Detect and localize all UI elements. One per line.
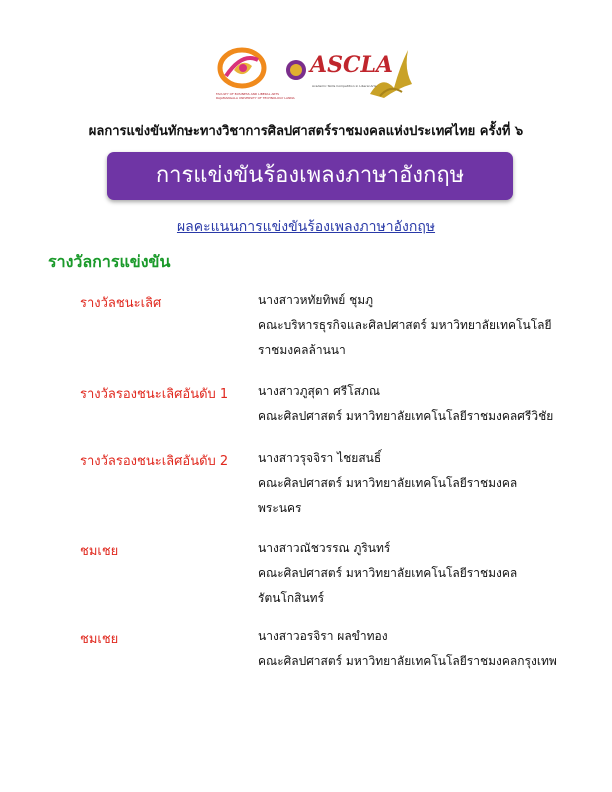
award-details	[258, 292, 552, 367]
winner-faculty-cont: พระนคร	[258, 501, 302, 515]
winner-name: นางสาวรุจจิรา ไชยสนธิ์	[258, 451, 382, 465]
award-details	[258, 450, 517, 525]
winner-faculty: คณะศิลปศาสตร์ มหาวิทยาลัยเทคโนโลยีราชมงคลกรุงเทพ	[258, 654, 557, 668]
faculty-logo	[212, 46, 295, 102]
award-name: รางวัลรองชนะเลิศอันดับ 1	[80, 387, 229, 402]
award-name: ชมเชย	[80, 632, 119, 647]
winner-faculty-cont: รัตนโกสินทร์	[258, 591, 325, 605]
page-heading: ผลการแข่งขันทักษะทางวิชาการศิลปศาสตร์ราชมงคลแห่งประเทศไทย ครั้งที่ ๖	[88, 124, 524, 139]
winner-faculty: คณะศิลปศาสตร์ มหาวิทยาลัยเทคโนโลยีราชมงคลศรีวิชัย	[258, 409, 554, 423]
competition-banner: การแข่งขันร้องเพลงภาษาอังกฤษ	[107, 152, 513, 200]
section-title: รางวัลการแข่งขัน	[48, 252, 171, 271]
winner-faculty: คณะศิลปศาสตร์ มหาวิทยาลัยเทคโนโลยีราชมงคล	[258, 566, 518, 580]
faculty-logo-caption: FACULTY OF BUSINESS AND LIBERAL ARTS	[216, 92, 279, 96]
winner-name: นางสาวอรจิรา ผลขำทอง	[258, 629, 388, 643]
ascla-caption: Academic Skills Competition in Liberal Arts	[312, 84, 377, 88]
faculty-logo-caption-2: RAJAMANGALA UNIVERSITY OF TECHNOLOGY LANNA	[216, 96, 295, 100]
award-details	[258, 628, 557, 678]
award-name: ชมเชย	[80, 544, 119, 559]
winner-name: นางสาวณัชวรรณ ภูรินทร์	[258, 541, 391, 555]
winner-faculty-cont: ราชมงคลล้านนา	[258, 343, 346, 357]
award-details	[258, 540, 517, 615]
winner-faculty: คณะศิลปศาสตร์ มหาวิทยาลัยเทคโนโลยีราชมงคล	[258, 476, 518, 490]
award-name: รางวัลรองชนะเลิศอันดับ 2	[80, 454, 229, 469]
winner-name: นางสาวภูสุดา ศรีโสภณ	[258, 384, 381, 398]
award-details	[258, 383, 553, 433]
winner-faculty: คณะบริหารธุรกิจและศิลปศาสตร์ มหาวิทยาลัยเทคโนโลยี	[258, 318, 552, 332]
logo-bar	[0, 44, 612, 102]
ascla-logo	[284, 44, 414, 102]
award-name: รางวัลชนะเลิศ	[80, 296, 162, 311]
results-subtitle: ผลคะแนนการแข่งขันร้องเพลงภาษาอังกฤษ	[176, 219, 436, 235]
ascla-brand: ASCLA	[310, 52, 394, 78]
winner-name: นางสาวหทัยทิพย์ ชุมภู	[258, 293, 374, 307]
